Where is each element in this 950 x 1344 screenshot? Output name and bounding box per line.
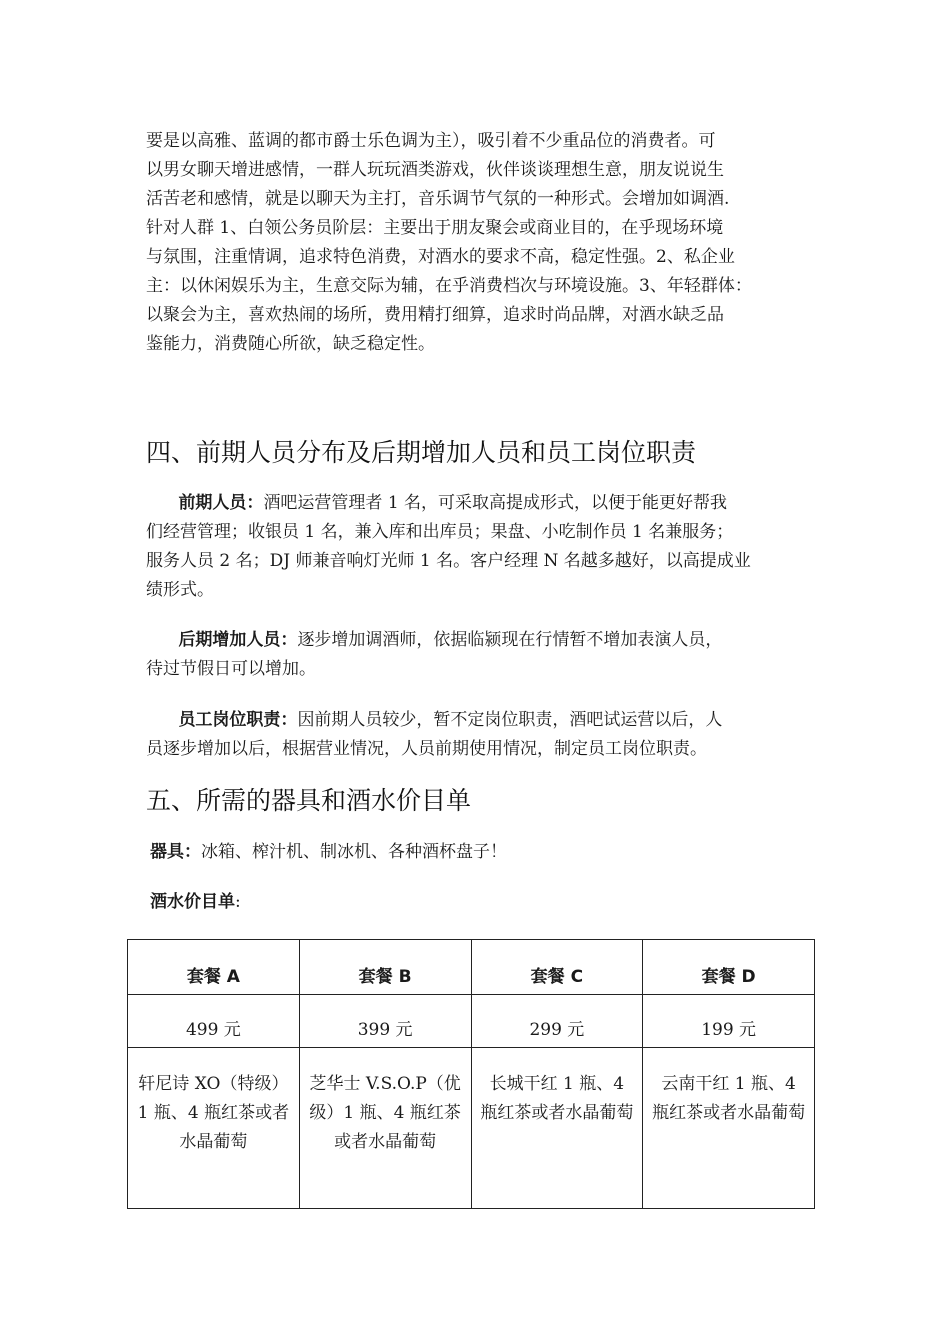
duties-label: 员工岗位职责： <box>178 710 298 730</box>
section-5-heading: 五、所需的器具和酒水价目单 <box>146 786 472 815</box>
early-staff-paragraph <box>146 489 806 605</box>
section-4-heading: 四、前期人员分布及后期增加人员和员工岗位职责 <box>146 438 697 467</box>
later-staff-paragraph <box>146 626 806 684</box>
later-staff-text: 逐步增加调酒师，依据临颍现在行情暂不增加表演人员， 待过节假日可以增加。 <box>146 630 723 679</box>
package-name-cell: 套餐 A <box>128 940 300 995</box>
price-table <box>127 939 815 1209</box>
duties-text: 因前期人员较少，暂不定岗位职责，酒吧试运营以后，人 员逐步增加以后，根据营业情况，人员前期使用情况，制定员工岗位职责。 <box>146 710 723 759</box>
duties-paragraph <box>146 706 806 764</box>
early-staff-text: 酒吧运营管理者 1 名，可采取高提成形式，以便于能更好帮我 们经营管理；收银员 1 名，兼入库和出库员；果盘、小吃制作员 1 名兼服务； 服务人员 2 名；DJ 师兼音响灯光师 1 名。客户经理 N 名越多越好，以高提成业 绩形式。 <box>146 493 751 600</box>
package-name-cell: 套餐 B <box>299 940 471 995</box>
early-staff-label: 前期人员： <box>178 493 264 513</box>
table-price-row <box>128 995 815 1048</box>
menu-title-line <box>150 889 241 915</box>
intro-paragraph: 要是以高雅、蓝调的都市爵士乐色调为主），吸引着不少重品位的消费者。可 以男女聊天增进感情，一群人玩玩酒类游戏，伙伴谈谈理想生意，朋友说说生 活苦老和感情，就是以聊天为主打，音乐调节气氛的一种形式。会增加如调酒. 针对人群 1、白领公务员阶层：主要出于朋友聚会或商业目的，在乎现场环境 与氛围，注重情调，追求特色消费，对酒水的要求不高，稳定性强。2、私企业 主：以休闲娱乐为主，生意交际为辅，在乎消费档次与环境设施。3、年轻群体： 以聚会为主，喜欢热闹的场所，费用精打细算，追求时尚品牌，对酒水缺乏品 鉴能力，消费随心所欲，缺乏稳定性。 <box>146 131 752 354</box>
package-name-cell: 套餐 C <box>471 940 643 995</box>
package-price-cell: 399 元 <box>299 995 471 1048</box>
equipment-line <box>150 839 507 865</box>
menu-colon: : <box>235 892 241 912</box>
package-price-cell: 299 元 <box>471 995 643 1048</box>
package-content-cell: 轩尼诗 XO（特级） 1 瓶、4 瓶红茶或者水晶葡萄 <box>128 1048 300 1209</box>
package-price-cell: 199 元 <box>643 995 815 1048</box>
later-staff-label: 后期增加人员： <box>178 630 298 650</box>
menu-label: 酒水价目单 <box>150 892 235 912</box>
package-content-cell: 芝华士 V.S.O.P（优级）1 瓶、4 瓶红茶或者水晶葡萄 <box>299 1048 471 1209</box>
package-content-cell: 云南干红 1 瓶、4 瓶红茶或者水晶葡萄 <box>643 1048 815 1209</box>
package-name-cell: 套餐 D <box>643 940 815 995</box>
equipment-text: 冰箱、榨汁机、制冰机、各种酒杯盘子！ <box>201 842 507 862</box>
package-content-cell: 长城干红 1 瓶、4 瓶红茶或者水晶葡萄 <box>471 1048 643 1209</box>
equipment-label: 器具： <box>150 842 201 862</box>
table-header-row <box>128 940 815 995</box>
package-price-cell: 499 元 <box>128 995 300 1048</box>
table-content-row <box>128 1048 815 1209</box>
